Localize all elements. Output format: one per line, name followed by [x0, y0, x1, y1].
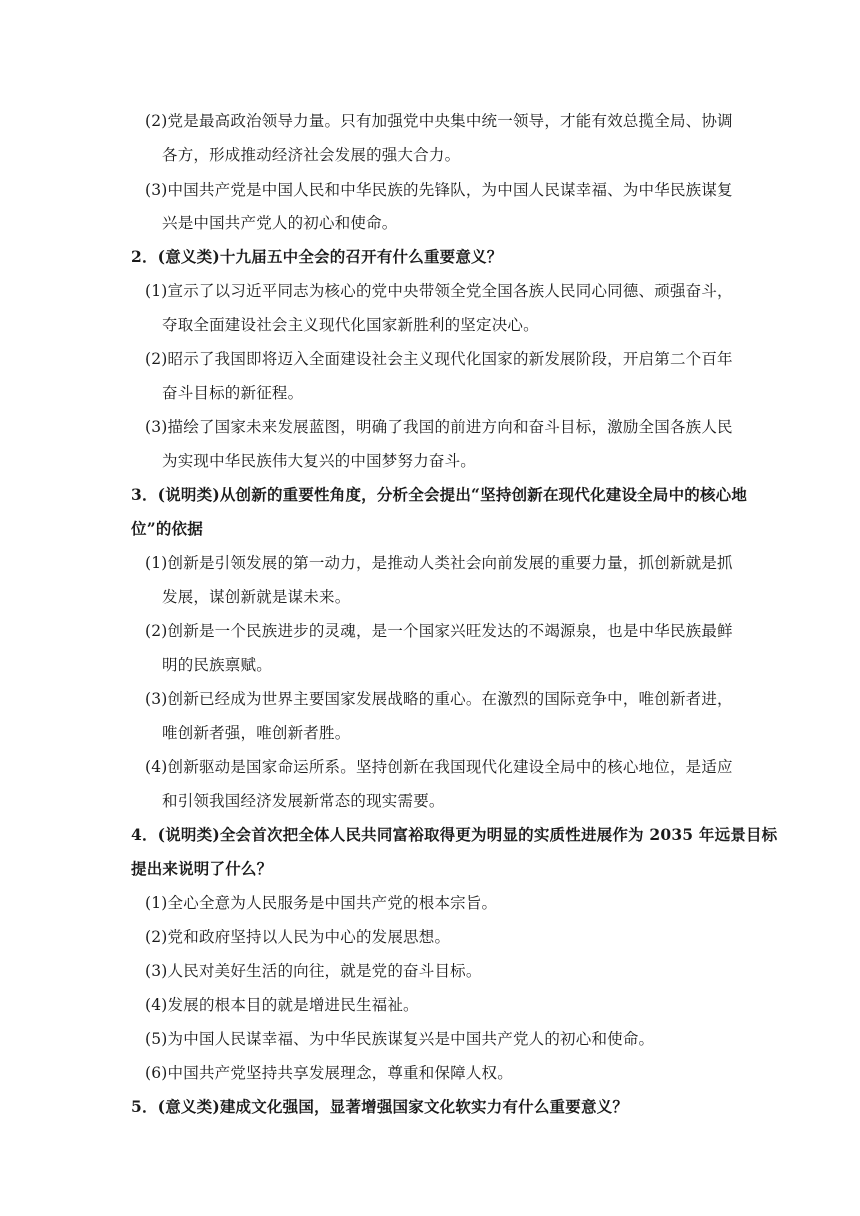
answer-item: (2)党是最高政治领导力量。只有加强党中央集中统一领导，才能有效总揽全局、协调 — [145, 112, 733, 130]
answer-item-continuation: 奋斗目标的新征程。 — [162, 384, 304, 402]
answer-item: (1)创新是引领发展的第一动力，是推动人类社会向前发展的重要力量，抓创新就是抓 — [145, 554, 733, 572]
answer-item: (1)全心全意为人民服务是中国共产党的根本宗旨。 — [145, 894, 498, 912]
question-heading-continuation: 提出来说明了什么？ — [131, 859, 273, 878]
question-heading: 5．(意义类)建成文化强国，显著增强国家文化软实力有什么重要意义？ — [131, 1097, 629, 1116]
answer-item-continuation: 唯创新者强，唯创新者胜。 — [162, 724, 351, 742]
answer-item-continuation: 明的民族禀赋。 — [162, 656, 272, 674]
answer-item: (3)描绘了国家未来发展蓝图，明确了我国的前进方向和奋斗目标，激励全国各族人民 — [145, 418, 733, 436]
question-heading-continuation: 位”的依据 — [131, 519, 203, 538]
answer-item: (3)中国共产党是中国人民和中华民族的先锋队，为中国人民谋幸福、为中华民族谋复 — [145, 181, 733, 199]
answer-item: (2)创新是一个民族进步的灵魂，是一个国家兴旺发达的不竭源泉，也是中华民族最鲜 — [145, 622, 733, 640]
answer-item: (5)为中国人民谋幸福、为中华民族谋复兴是中国共产党人的初心和使命。 — [145, 1030, 655, 1048]
question-heading: 4．(说明类)全会首次把全体人民共同富裕取得更为明显的实质性进展作为 2035 年远景目标 — [131, 825, 778, 844]
answer-item-continuation: 兴是中国共产党人的初心和使命。 — [162, 214, 398, 232]
answer-item-continuation: 发展，谋创新就是谋未来。 — [162, 588, 351, 606]
answer-item: (3)人民对美好生活的向往，就是党的奋斗目标。 — [145, 962, 482, 980]
answer-item: (4)发展的根本目的就是增进民生福祉。 — [145, 996, 419, 1014]
answer-item: (1)宣示了以习近平同志为核心的党中央带领全党全国各族人民同心同德、顽强奋斗， — [145, 282, 733, 300]
answer-item: (3)创新已经成为世界主要国家发展战略的重心。在激烈的国际竞争中，唯创新者进， — [145, 690, 733, 708]
question-heading: 3．(说明类)从创新的重要性角度，分析全会提出“坚持创新在现代化建设全局中的核心地 — [131, 485, 748, 504]
answer-item: (4)创新驱动是国家命运所系。坚持创新在我国现代化建设全局中的核心地位，是适应 — [145, 758, 733, 776]
answer-item: (2)昭示了我国即将迈入全面建设社会主义现代化国家的新发展阶段，开启第二个百年 — [145, 350, 733, 368]
answer-item-continuation: 夺取全面建设社会主义现代化国家新胜利的坚定决心。 — [162, 316, 539, 334]
answer-item: (6)中国共产党坚持共享发展理念，尊重和保障人权。 — [145, 1064, 513, 1082]
answer-item-continuation: 为实现中华民族伟大复兴的中国梦努力奋斗。 — [162, 452, 477, 470]
question-heading: 2．(意义类)十九届五中全会的召开有什么重要意义？ — [131, 247, 503, 266]
answer-item-continuation: 和引领我国经济发展新常态的现实需要。 — [162, 792, 445, 810]
answer-item: (2)党和政府坚持以人民为中心的发展思想。 — [145, 928, 451, 946]
answer-item-continuation: 各方，形成推动经济社会发展的强大合力。 — [162, 146, 461, 164]
